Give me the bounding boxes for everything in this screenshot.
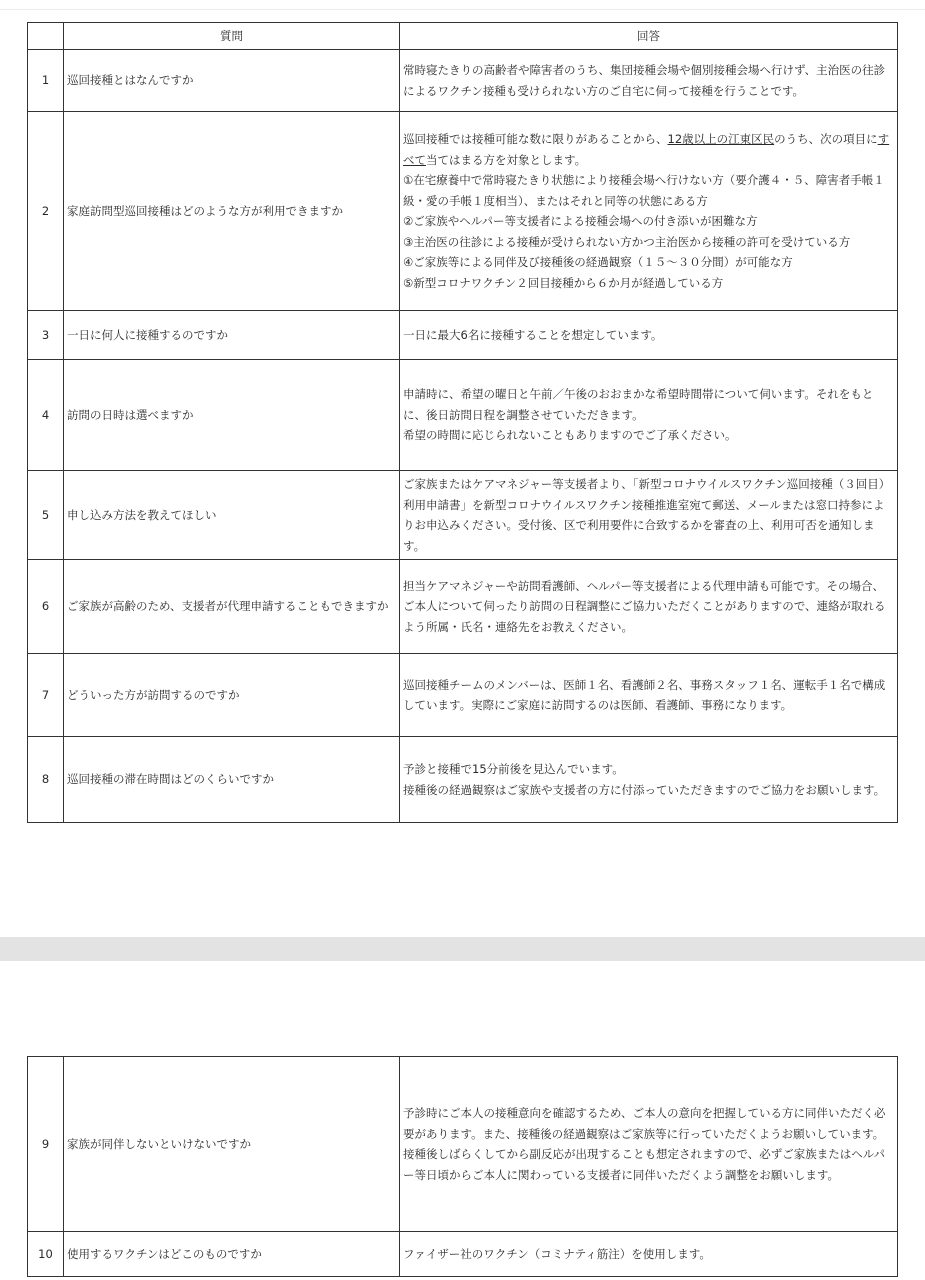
table-row [28, 50, 898, 112]
row-number: 2 [28, 112, 64, 311]
page-top-divider [0, 9, 925, 10]
row-number: 8 [28, 737, 64, 823]
faq-table-continued [27, 1056, 898, 1277]
row-answer: 巡回接種チームのメンバーは、医師１名、看護師２名、事務スタッフ１名、運転手１名で構成しています。実際にご家庭に訪問するのは医師、看護師、事務になります。 [400, 654, 898, 737]
row-number: 4 [28, 360, 64, 471]
row-question: 訪問の日時は選べますか [64, 360, 400, 471]
row-question: どういった方が訪問するのですか [64, 654, 400, 737]
row-number: 1 [28, 50, 64, 112]
row-question: ご家族が高齢のため、支援者が代理申請することもできますか [64, 560, 400, 654]
answer-text: 当てはまる方を対象とします。 [426, 152, 587, 167]
row-number: 6 [28, 560, 64, 654]
row-number: 7 [28, 654, 64, 737]
row-question: 巡回接種とはなんですか [64, 50, 400, 112]
row-answer: 一日に最大6名に接種することを想定しています。 [400, 311, 898, 360]
eligibility-item: ③主治医の往診による接種が受けられない方かつ主治医から接種の許可を受けている方 [403, 234, 851, 249]
row-question: 家族が同伴しないといけないですか [64, 1057, 400, 1232]
answer-text: のうち、次の項目に [774, 132, 878, 146]
row-question: 一日に何人に接種するのですか [64, 311, 400, 360]
row-answer: 担当ケアマネジャーや訪問看護師、ヘルパー等支援者による代理申請も可能です。その場合、ご本人について伺ったり訪問の日程調整にご協力いただくことがありますので、連絡が取れるよう所属・氏名・連絡先をお教えください。 [400, 560, 898, 654]
table-header-row [28, 23, 898, 50]
row-number: 10 [28, 1232, 64, 1277]
underlined-text: 12歳以上の江東区民 [667, 132, 775, 146]
answer-text: 予診と接種で15分前後を見込んでいます。 [403, 762, 624, 776]
header-question: 質問 [64, 23, 400, 50]
table-row [28, 311, 898, 360]
row-answer [400, 737, 898, 823]
page-gap [0, 937, 925, 961]
row-question: 巡回接種の滞在時間はどのくらいですか [64, 737, 400, 823]
table-row [28, 560, 898, 654]
row-answer [400, 112, 898, 311]
row-number: 9 [28, 1057, 64, 1232]
row-answer: ファイザー社のワクチン（コミナティ筋注）を使用します。 [400, 1232, 898, 1277]
table-row [28, 654, 898, 737]
row-answer: 常時寝たきりの高齢者や障害者のうち、集団接種会場や個別接種会場へ行けず、主治医の往診によるワクチン接種も受けられない方のご自宅に伺って接種を行うことです。 [400, 50, 898, 112]
table-row [28, 471, 898, 560]
eligibility-item: ②ご家族やヘルパー等支援者による接種会場への付き添いが困難な方 [403, 214, 758, 228]
table-row [28, 1057, 898, 1232]
answer-text: 申請時に、希望の曜日と午前／午後のおおまかな希望時間帯について伺います。それをもとに、後日訪問日程を調整させていただきます。 [403, 387, 874, 422]
answer-text: 希望の時間に応じられないこともありますのでご了承ください。 [403, 428, 737, 443]
row-number: 3 [28, 311, 64, 360]
row-question: 使用するワクチンはどこのものですか [64, 1232, 400, 1277]
row-question: 申し込み方法を教えてほしい [64, 471, 400, 560]
row-question: 家庭訪問型巡回接種はどのような方が利用できますか [64, 112, 400, 311]
header-number [28, 23, 64, 50]
table-row [28, 112, 898, 311]
eligibility-item: ⑤新型コロナワクチン２回目接種から６か月が経過している方 [403, 275, 724, 290]
row-answer [400, 1057, 898, 1232]
answer-text: 接種後しばらくしてから副反応が出現することも想定されますので、必ずご家族またはヘルパー等日頃からご本人に関わっている支援者に同伴いただくよう調整をお願いします。 [403, 1147, 885, 1182]
row-answer: ご家族またはケアマネジャー等支援者より、「新型コロナウイルスワクチン巡回接種（３回目）利用申請書」を新型コロナウイルスワクチン接種推進室宛て郵送、メールまたは窓口持参によりお申込みください。受付後、区で利用要件に合致するかを審査の上、利用可否を通知します。 [400, 471, 898, 560]
row-answer [400, 360, 898, 471]
table-row [28, 737, 898, 823]
faq-table [27, 22, 898, 823]
answer-text: 予診時にご本人の接種意向を確認するため、ご本人の意向を把握している方に同伴いただく必要があります。また、接種後の経過観察はご家族等に行っていただくようお願いしています。 [403, 1106, 886, 1141]
answer-text: 接種後の経過観察はご家族や支援者の方に付添っていただきますのでご協力をお願いします。 [403, 782, 886, 797]
table-row [28, 360, 898, 471]
underlined-text: すべて [403, 132, 890, 167]
row-number: 5 [28, 471, 64, 560]
document-page-2 [0, 961, 925, 1280]
answer-text: 巡回接種では接種可能な数に限りがあることから、 [403, 132, 668, 146]
eligibility-item: ①在宅療養中で常時寝たきり状態により接種会場へ行けない方（要介護４・５、障害者手帳１級・愛の手帳１度相当）、またはそれと同等の状態にある方 [403, 173, 885, 208]
table-row [28, 1232, 898, 1277]
eligibility-item: ④ご家族等による同伴及び接種後の経過観察（１５～３０分間）が可能な方 [403, 255, 793, 269]
header-answer: 回答 [400, 23, 898, 50]
